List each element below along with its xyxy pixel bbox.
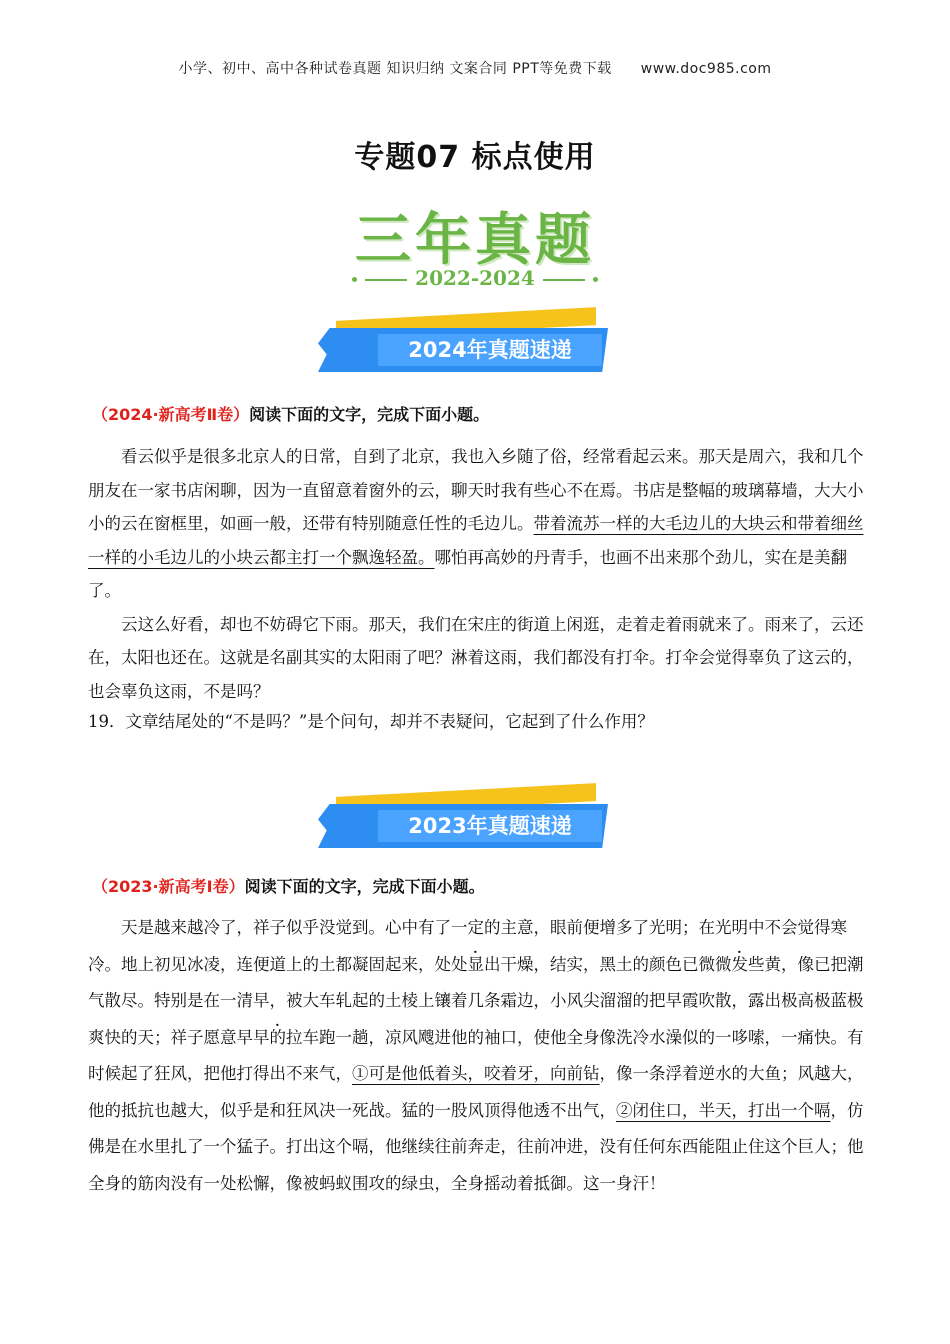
passage-text: ，仿佛是在水里扎了一个猛子。打出这个嗝，他继续往前奔走，往前冲进，没有任何东西能阻止住这个巨人；他全身的筋肉没有一处松懈，像被蚂蚁围攻的绿虫，全身摇动着抵御。这一身汗！ [88,1100,864,1193]
section-badge-2024 [318,314,618,376]
passage-text: 天是越来越冷了，祥子似乎没觉到。心中有了一定的主意，眼前便增多了光明；在光明中不会觉得寒冷。地上初见冰凌，连便道上的土都凝固起来， [88,918,847,974]
instruction: 阅读下面的文字，完成下面小题。 [249,405,490,424]
question-intro-2024 [92,402,489,425]
page-title: 专题07 标点使用 [354,140,596,175]
exam-source: （2024·新高考Ⅱ卷） [92,405,250,424]
passage-text: 的拉车跑一趟，凉风飕进他的袖口，使他全身像洗冷水澡似的一哆嗦，一痛快。有时候起了狂风，把他打得出不来气， [88,1027,864,1083]
divider [365,279,407,281]
divider [543,279,585,281]
banner-title: 三年真题 [355,208,595,273]
underlined-sentence: 带着流苏一样的大毛边儿的大块云和带着细丝一样的小毛边儿的小块云都主打一个飘逸轻盈。 [88,514,864,567]
underlined-phrase-2: ②闭住口，半天，打出一个嗝 [616,1100,831,1120]
badge-label: 2024年真题速递 [408,338,572,362]
dot-icon [593,277,598,282]
passage-text: 发些黄，像已把潮气散尽。特别是在一清早，被大车轧起的土棱上镶着几条霜边，小风尖溜溜的把早霞吹散，露出极高极蓝极爽快的天；祥子愿意 [88,954,864,1047]
passage-2023 [88,910,878,1202]
paragraph: 云这么好看，却也不妨碍它下雨。那天，我们在宋庄的街道上闲逛，走着走着雨就来了。雨来了，云还在，太阳也还在。这就是名副其实的太阳雨了吧？淋着这雨，我们都没有打伞。打伞会觉得辜负了这云的，也会辜负这雨，不是吗？ [88,614,864,701]
instruction: 阅读下面的文字，完成下面小题。 [244,877,485,896]
header-site[interactable]: www.doc985.com [640,61,772,77]
underlined-phrase-1: ①可是他低着头，咬着牙，向前钻 [352,1064,600,1083]
dot-icon [352,277,357,282]
passage-2024 [88,440,878,708]
question-intro-2023 [92,874,485,897]
exam-source: （2023·新高考Ⅰ卷） [92,877,245,896]
emphasis-dotted: 早早 [236,1027,270,1047]
page-header [0,58,950,78]
badge-label: 2023年真题速递 [408,814,572,838]
passage-text: ，像一条浮着逆水的大鱼；风越大，他的抵抗也越大，似乎是和狂风决一死战。猛的一股风顶得他透不出气， [88,1064,864,1120]
emphasis-dotted: 处处 [434,954,468,974]
years-range [0,266,950,290]
passage-text: 哪怕再高妙的丹青手，也画不出来那个劲儿，实在是美翻了。 [88,547,847,600]
passage-text: 显出干燥，结实，黑土的颜色已 [467,954,699,974]
years-text: 2022-2024 [415,266,535,290]
paragraph [88,910,878,1202]
emphasis-dotted: 微微 [698,954,732,974]
passage-text: 看云似乎是很多北京人的日常，自到了北京，我也入乡随了俗，经常看起云来。那天是周六，我和几个朋友在一家书店闲聊，因为一直留意着窗外的云，聊天时我有些心不在焉。书店是整幅的玻璃幕墙，大大小小的云在窗框里，如画一般，还带有特别随意任性的毛边儿。 [88,447,864,533]
question-19: 19．文章结尾处的“不是吗？”是个问句，却并不表疑问，它起到了什么作用？ [88,712,654,731]
section-badge-2023 [318,790,618,852]
header-text: 小学、初中、高中各种试卷真题 知识归纳 文案合同 PPT等免费下载 [178,61,612,77]
paragraph [88,440,878,608]
